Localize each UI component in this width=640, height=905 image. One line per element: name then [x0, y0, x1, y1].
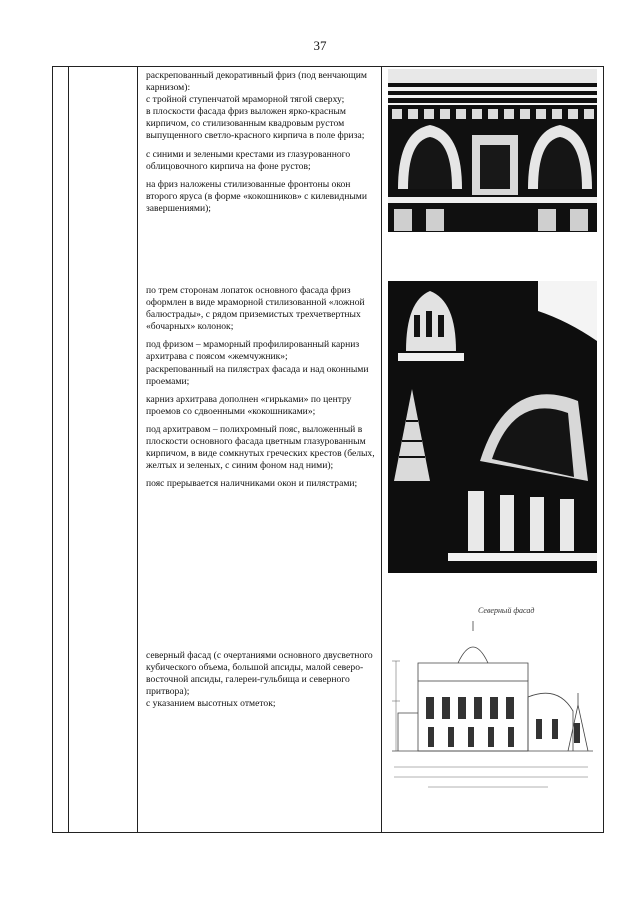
- paragraph: с синими и зелеными крестами из глазурованного облицовочного кирпича на фоне рустов;: [146, 148, 351, 172]
- paragraph: под фризом – мраморный профилированный карниз архитрава с поясом «жемчужник»; раскрепованный на пилястрах фасада и над оконными проемами;: [146, 339, 369, 387]
- church-corner-image: [388, 281, 597, 573]
- paragraph: пояс прерывается наличниками окон и пилястрами;: [146, 478, 358, 490]
- column-divider: [68, 67, 69, 832]
- north-facade-drawing: [388, 601, 597, 801]
- description-block-north-facade: [146, 650, 380, 716]
- description-block-balustrade: [146, 285, 380, 496]
- church-corner-photo: [388, 281, 597, 573]
- paragraph: карниз архитрава дополнен «гирьками» по центру проемов со сдвоенными «кокошниками»;: [146, 393, 352, 417]
- north-facade-drawing-image: [388, 601, 597, 801]
- paragraph: северный фасад (с очертаниями основного двусветного кубического объема, большой апсиды, малой северо-восточной апсиды, галереи-гульбища и северного притвора); с указанием высотных отметок;: [146, 650, 373, 710]
- description-block-frieze: [146, 70, 380, 221]
- description-table: [52, 66, 604, 833]
- paragraph: на фриз наложены стилизованные фронтоны окон второго яруса (в форме «кокошников» с килевидными завершениями);: [146, 178, 367, 214]
- facade-frieze-photo: [388, 69, 597, 232]
- drawing-caption: Северный фасад: [478, 606, 535, 615]
- page-number: 37: [313, 38, 327, 53]
- paragraph: под архитравом – полихромный пояс, выложенный в плоскости основного фасада цветным глазурованным кирпичом, в виде сомкнутых греческих крестов (белых, желтых и зеленых, с синим фоном над ними);: [146, 423, 375, 472]
- facade-frieze-image: [388, 69, 597, 232]
- column-divider: [381, 67, 382, 832]
- paragraph: раскрепованный декоративный фриз (под венчающим карнизом): с тройной ступенчатой мраморной тягой сверху; в плоскости фасада фриз выложен ярко-красным кирпичом, со стилизованным квадровым рустом выпущенного светло-красного кирпича в поле фриза;: [146, 70, 367, 142]
- column-divider: [137, 67, 138, 832]
- paragraph: по трем сторонам лопаток основного фасада фриз оформлен в виде мраморной стилизованной «ложной балюстрады», с рядом приземистых трехчетвертных «бочарных» колонок;: [146, 285, 365, 333]
